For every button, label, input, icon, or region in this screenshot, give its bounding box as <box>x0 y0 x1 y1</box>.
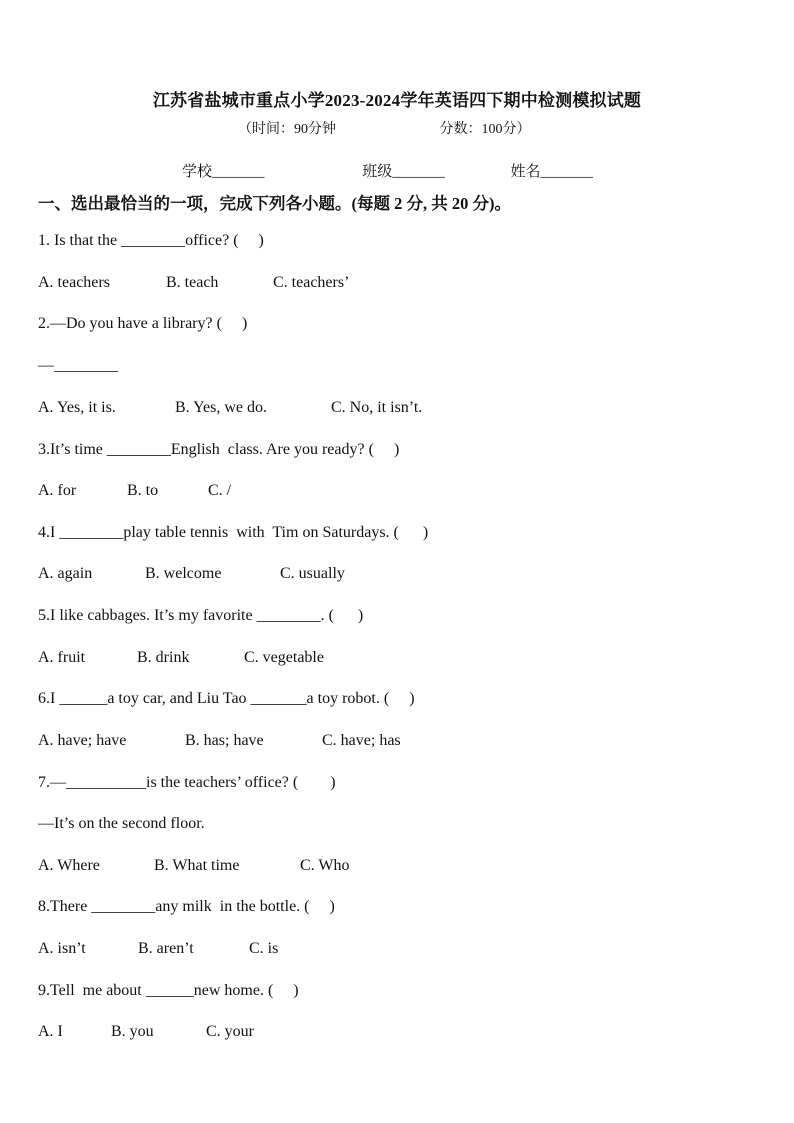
question-stem: 4.I ________play table tennis with Tim on Saturdays. ( ) <box>38 524 429 541</box>
option-a[interactable]: A. have; have <box>38 732 127 749</box>
question-stem: 3.It’s time ________English class. Are you ready? ( ) <box>38 441 400 458</box>
exam-info <box>238 118 531 138</box>
question-stem: 5.I like cabbages. It’s my favorite ________. ( ) <box>38 607 364 624</box>
option-b[interactable]: B. has; have <box>185 732 264 749</box>
question-stem: 9.Tell me about ______new home. ( ) <box>38 982 299 999</box>
exam-score: 分数：100分） <box>439 122 531 137</box>
answer-line: —It’s on the second floor. <box>38 815 205 832</box>
question-stem: 8.There ________any milk in the bottle. ( ) <box>38 898 335 915</box>
option-c[interactable]: C. / <box>208 482 232 499</box>
option-c[interactable]: C. teachers’ <box>273 274 350 291</box>
question-options <box>38 857 349 875</box>
option-a[interactable]: A. I <box>38 1023 63 1040</box>
option-c[interactable]: C. is <box>249 940 279 957</box>
option-b[interactable]: B. Yes, we do. <box>175 399 268 416</box>
option-a[interactable]: A. again <box>38 565 93 582</box>
option-c[interactable]: C. usually <box>280 565 345 582</box>
option-c[interactable]: C. No, it isn’t. <box>331 399 423 416</box>
option-c[interactable]: C. your <box>206 1023 254 1040</box>
option-c[interactable]: C. Who <box>300 857 350 874</box>
option-a[interactable]: A. for <box>38 482 77 499</box>
option-b[interactable]: B. you <box>111 1023 154 1040</box>
question-stem: 6.I ______a toy car, and Liu Tao _______a toy robot. ( ) <box>38 690 415 707</box>
question-options <box>38 482 231 500</box>
option-a[interactable]: A. Yes, it is. <box>38 399 116 416</box>
option-a[interactable]: A. fruit <box>38 649 86 666</box>
option-b[interactable]: B. welcome <box>145 565 222 582</box>
section-heading: 一、选出最恰当的一项，完成下列各小题。(每题 2 分, 共 20 分)。 <box>38 194 511 213</box>
option-c[interactable]: C. have; has <box>322 732 401 749</box>
option-b[interactable]: B. aren’t <box>138 940 194 957</box>
name-field[interactable]: 姓名_______ <box>510 164 594 180</box>
question-options <box>38 940 278 958</box>
question-stem: 7.—__________is the teachers’ office? ( ) <box>38 774 336 791</box>
option-c[interactable]: C. vegetable <box>244 649 324 666</box>
option-b[interactable]: B. teach <box>166 274 219 291</box>
class-field[interactable]: 班级_______ <box>362 164 445 180</box>
option-b[interactable]: B. to <box>127 482 159 499</box>
option-a[interactable]: A. Where <box>38 857 100 874</box>
question-options <box>38 1023 254 1041</box>
school-field[interactable]: 学校_______ <box>182 164 265 180</box>
question-options <box>38 649 324 667</box>
question-options <box>38 565 345 583</box>
question-options <box>38 274 349 292</box>
answer-line: —________ <box>38 357 118 374</box>
question-stem: 2.—Do you have a library? ( ) <box>38 315 248 332</box>
exam-title: 江苏省盐城市重点小学2023-2024学年英语四下期中检测模拟试题 <box>152 91 642 110</box>
option-b[interactable]: B. drink <box>137 649 190 666</box>
option-a[interactable]: A. teachers <box>38 274 110 291</box>
student-info-fields <box>182 160 593 181</box>
option-b[interactable]: B. What time <box>154 857 240 874</box>
question-stem: 1. Is that the ________office? ( ) <box>38 232 264 249</box>
question-options <box>38 399 422 417</box>
question-options <box>38 732 401 750</box>
option-a[interactable]: A. isn’t <box>38 940 86 957</box>
exam-time: （时间：90分钟 <box>238 122 336 137</box>
